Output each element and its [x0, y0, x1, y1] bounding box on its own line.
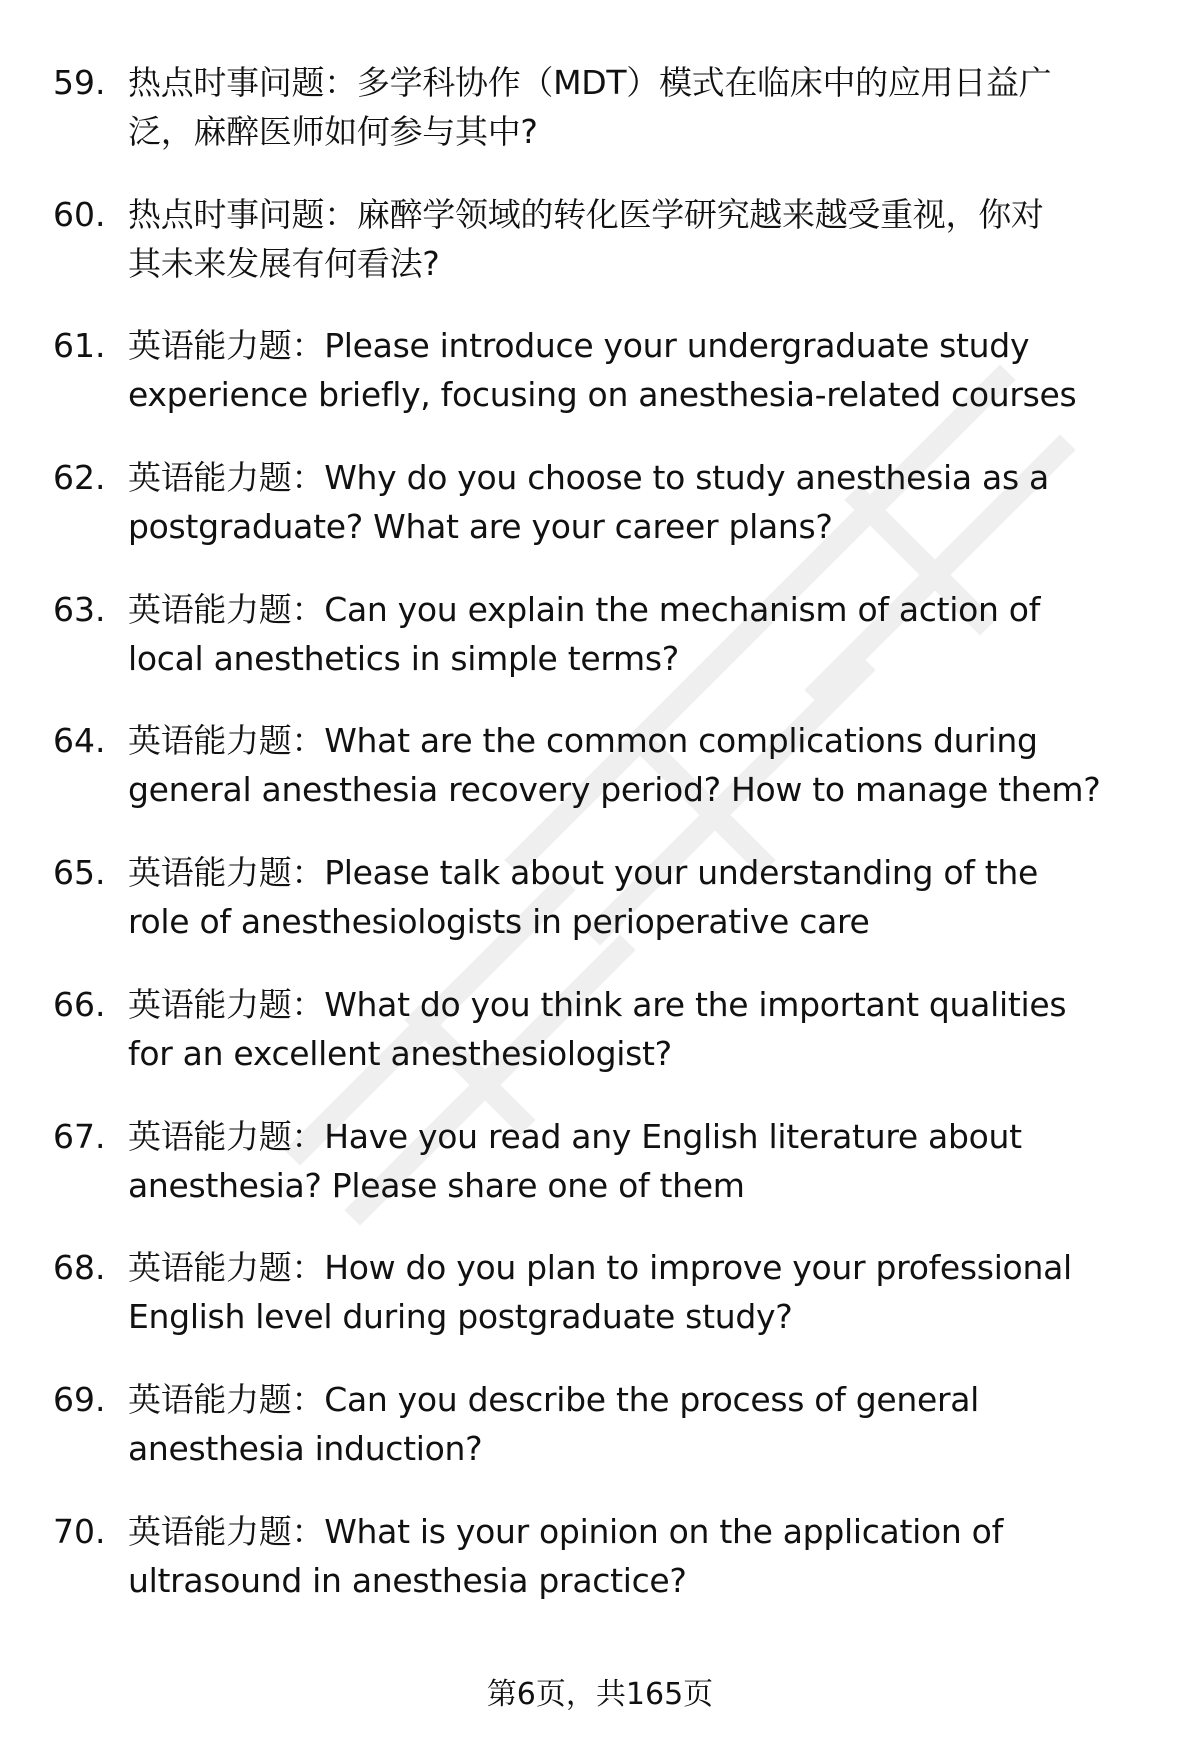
question-line: postgraduate? What are your career plans? [128, 507, 833, 547]
question-line: 英语能力题：What is your opinion on the application of [128, 1511, 1003, 1551]
question-text [128, 453, 1049, 551]
question-number: 61. [53, 326, 106, 366]
question-number: 70. [53, 1511, 106, 1551]
question-line: anesthesia induction? [128, 1428, 483, 1468]
question-line: 英语能力题：Can you explain the mechanism of action of [128, 589, 1041, 629]
question-item [0, 585, 1200, 683]
question-text [128, 848, 1038, 946]
page-number-footer: 第6页，共165页 [486, 1677, 714, 1712]
question-number: 64. [53, 721, 106, 761]
question-line: experience briefly, focusing on anesthesia-related courses [128, 375, 1077, 415]
question-item [0, 1243, 1200, 1341]
question-line: 英语能力题：What are the common complications during [128, 721, 1038, 761]
question-text [128, 58, 1051, 156]
question-number: 68. [53, 1248, 106, 1288]
question-number: 63. [53, 589, 106, 629]
question-line: 其未来发展有何看法? [128, 243, 440, 283]
question-item [0, 190, 1200, 288]
question-line: 英语能力题：Have you read any English literature about [128, 1116, 1022, 1156]
question-number: 60. [53, 194, 106, 234]
question-line: anesthesia? Please share one of them [128, 1165, 745, 1205]
question-item [0, 1112, 1200, 1210]
question-text [128, 1112, 1022, 1210]
question-line: 英语能力题：Can you describe the process of general [128, 1379, 980, 1419]
question-line: 英语能力题：How do you plan to improve your professional [128, 1248, 1072, 1288]
question-text [128, 1243, 1072, 1341]
question-item [0, 58, 1200, 156]
question-item [0, 1507, 1200, 1605]
question-line: 热点时事问题：麻醉学领域的转化医学研究越来越受重视，你对 [128, 194, 1044, 234]
question-number: 65. [53, 853, 106, 893]
question-line: 英语能力题：Please talk about your understanding of the [128, 853, 1039, 893]
question-number: 66. [53, 984, 106, 1024]
question-line: for an excellent anesthesiologist? [128, 1033, 672, 1073]
question-text [128, 1507, 1003, 1605]
question-line: role of anesthesiologists in perioperative care [128, 902, 870, 942]
question-line: English level during postgraduate study? [128, 1297, 793, 1337]
question-text [128, 716, 1100, 814]
question-item [0, 716, 1200, 814]
question-text [128, 190, 1044, 288]
question-line: ultrasound in anesthesia practice? [128, 1560, 687, 1600]
question-line: 英语能力题：Please introduce your undergraduate study [128, 326, 1030, 366]
question-line: 泛，麻醉医师如何参与其中? [128, 112, 538, 151]
question-text [128, 585, 1040, 683]
question-text [128, 1375, 979, 1473]
question-number: 67. [53, 1116, 106, 1156]
question-line: general anesthesia recovery period? How to manage them? [128, 770, 1101, 810]
question-line: local anesthetics in simple terms? [128, 638, 679, 678]
question-line: 英语能力题：Why do you choose to study anesthesia as a [128, 458, 1049, 498]
question-text [128, 980, 1066, 1078]
question-item [0, 980, 1200, 1078]
question-item [0, 453, 1200, 551]
question-item [0, 321, 1200, 419]
question-item [0, 848, 1200, 946]
question-list [0, 58, 1200, 1638]
question-number: 62. [53, 458, 106, 498]
question-line: 热点时事问题：多学科协作（MDT）模式在临床中的应用日益广 [128, 63, 1052, 102]
question-number: 59. [53, 63, 106, 102]
question-line: 英语能力题：What do you think are the important qualities [128, 984, 1067, 1024]
question-number: 69. [53, 1379, 106, 1419]
question-text [128, 321, 1076, 419]
question-item [0, 1375, 1200, 1473]
